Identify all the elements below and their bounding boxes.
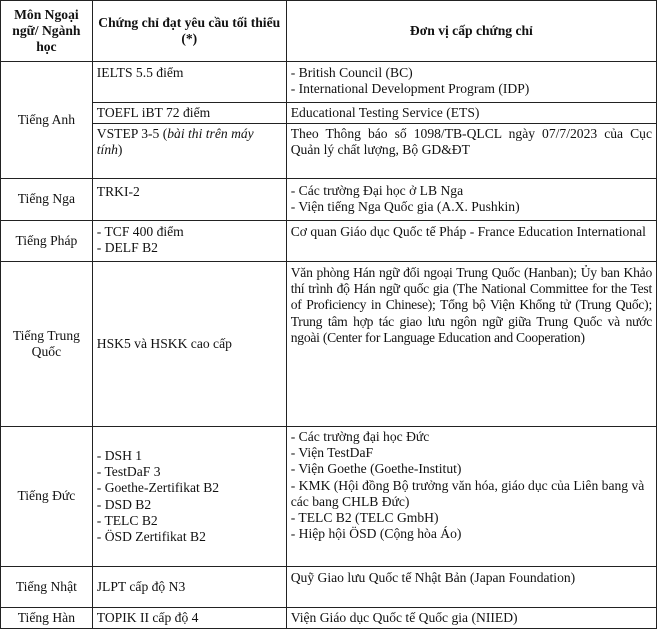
issuer-line: - British Council (BC) bbox=[290, 65, 413, 80]
cert-line: - DSH 1 bbox=[96, 447, 143, 463]
issuer-chinese: Văn phòng Hán ngữ đối ngoại Trung Quốc (Hanban); Ủy ban Khảo thí trình độ Hán ngữ quốc gia (The National Committee for the Test of Proficiency in Chinese); Tổng bộ Viện Khổng tử (Trung Quốc); Trung tâm hợp tác giao lưu ngôn ngữ giữa Trung Quốc và nước ngoài (Center for Language Education and Cooperation) bbox=[286, 262, 656, 427]
cert-line: - TestDaF 3 bbox=[96, 464, 161, 480]
issuer-vstep: Theo Thông báo số 1098/TB-QLCL ngày 07/7/2023 của Cục Quản lý chất lượng, Bộ GD&ĐT bbox=[286, 124, 656, 179]
issuer-line: - Các trường đại học Đức bbox=[290, 429, 430, 444]
cert-vstep bbox=[92, 124, 286, 179]
cert-line: - TELC B2 bbox=[96, 512, 158, 528]
issuer-line: - Viện Goethe (Goethe-Institut) bbox=[290, 461, 462, 477]
header-issuer: Đơn vị cấp chứng chỉ bbox=[286, 1, 656, 62]
cert-line: - Goethe-Zertifikat B2 bbox=[96, 480, 220, 496]
issuer-line: - KMK (Hội đồng Bộ trưởng văn hóa, giáo dục của Liên bang và các bang CHLB Đức) bbox=[290, 477, 645, 509]
language-chinese: Tiếng Trung Quốc bbox=[1, 262, 93, 427]
issuer-line: - Hiệp hội ÖSD (Cộng hòa Áo) bbox=[290, 526, 462, 542]
cert-jlpt: JLPT cấp độ N3 bbox=[92, 567, 286, 608]
cert-line: - TCF 400 điểm bbox=[96, 224, 184, 239]
header-row bbox=[1, 1, 657, 62]
cert-ielts: IELTS 5.5 điểm bbox=[92, 62, 286, 103]
cert-vstep-close: ) bbox=[117, 142, 123, 158]
issuer-korean: Viện Giáo dục Quốc tế Quốc gia (NIIED) bbox=[286, 608, 656, 629]
issuer-french: Cơ quan Giáo dục Quốc tế Pháp - France Education International bbox=[286, 221, 656, 262]
issuer-line: - International Development Program (IDP) bbox=[290, 81, 530, 97]
language-english: Tiếng Anh bbox=[1, 62, 93, 179]
cert-french bbox=[92, 221, 286, 262]
issuer-toefl: Educational Testing Service (ETS) bbox=[286, 103, 656, 124]
issuer-ielts bbox=[286, 62, 656, 103]
language-japanese: Tiếng Nhật bbox=[1, 567, 93, 608]
table-row bbox=[1, 221, 657, 262]
language-korean: Tiếng Hàn bbox=[1, 608, 93, 629]
table-row bbox=[1, 567, 657, 608]
language-german: Tiếng Đức bbox=[1, 427, 93, 567]
issuer-line: - TELC B2 (TELC GmbH) bbox=[290, 510, 439, 526]
issuer-german bbox=[286, 427, 656, 567]
cert-trki: TRKI-2 bbox=[92, 179, 286, 221]
issuer-russian bbox=[286, 179, 656, 221]
cert-line: - DELF B2 bbox=[96, 240, 158, 256]
issuer-line: - Viện tiếng Nga Quốc gia (A.X. Pushkin) bbox=[290, 199, 520, 215]
cert-toefl: TOEFL iBT 72 điểm bbox=[92, 103, 286, 124]
table-row bbox=[1, 62, 657, 103]
table-row bbox=[1, 179, 657, 221]
cert-german bbox=[92, 427, 286, 567]
cert-vstep-main: VSTEP 3-5 ( bbox=[96, 126, 168, 141]
header-certificate: Chứng chỉ đạt yêu cầu tối thiểu (*) bbox=[92, 1, 286, 62]
table-row bbox=[1, 262, 657, 427]
table-row bbox=[1, 124, 657, 179]
issuer-japanese: Quỹ Giao lưu Quốc tế Nhật Bản (Japan Foundation) bbox=[286, 567, 656, 608]
cert-line: - DSD B2 bbox=[96, 496, 152, 512]
cert-line: - ÖSD Zertifikat B2 bbox=[96, 528, 206, 544]
issuer-line: - Viện TestDaF bbox=[290, 445, 374, 461]
language-french: Tiếng Pháp bbox=[1, 221, 93, 262]
cert-hsk: HSK5 và HSKK cao cấp bbox=[92, 262, 286, 427]
cert-vstep-note: bài thi trên máy tính bbox=[96, 126, 254, 158]
header-subject: Môn Ngoại ngữ/ Ngành học bbox=[1, 1, 93, 62]
language-russian: Tiếng Nga bbox=[1, 179, 93, 221]
table-row bbox=[1, 608, 657, 629]
table-row bbox=[1, 427, 657, 567]
issuer-line: - Các trường Đại học ở LB Nga bbox=[290, 183, 464, 198]
cert-topik: TOPIK II cấp độ 4 bbox=[92, 608, 286, 629]
table-row bbox=[1, 103, 657, 124]
